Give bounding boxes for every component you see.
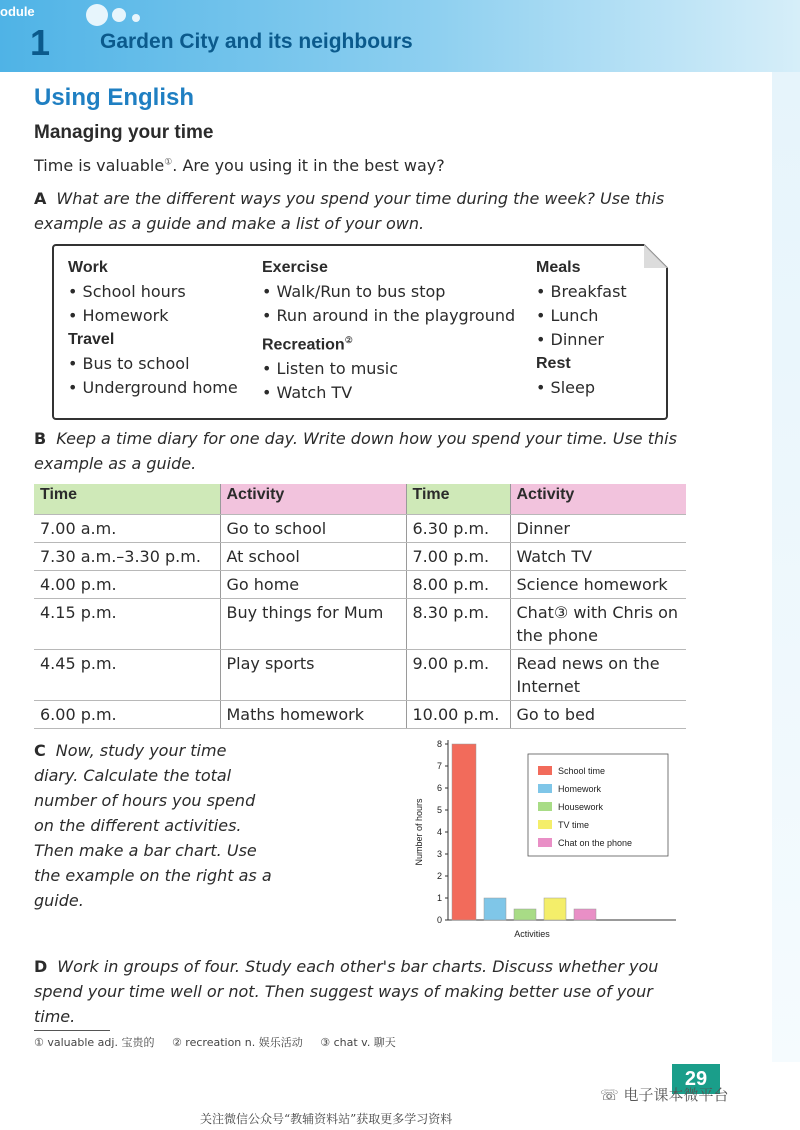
bubble-decoration: [86, 4, 108, 26]
bar-chat-on-the-phone: [574, 909, 596, 920]
table-row: [34, 649, 686, 700]
table-cell: 4.00 p.m.: [34, 570, 220, 598]
list-item: • Bus to school: [68, 352, 238, 376]
unit-title: Garden City and its neighbours: [100, 30, 413, 53]
list-item: • Listen to music: [262, 357, 515, 381]
table-row: [34, 700, 686, 728]
question-label: C: [34, 741, 46, 760]
table-row: [34, 570, 686, 598]
table-cell: 6.00 p.m.: [34, 700, 220, 728]
legend-swatch: [538, 766, 552, 775]
table-cell: Read news on the Internet: [510, 649, 686, 700]
bar-tv-time: [544, 898, 566, 920]
y-tick-label: 5: [436, 805, 442, 815]
category-heading: [262, 328, 515, 357]
intro-text: [34, 156, 445, 175]
question-text: Keep a time diary for one day. Write down how you spend your time. Use this example as a guide.: [34, 429, 677, 473]
table-cell: 6.30 p.m.: [406, 514, 510, 542]
table-cell: 8.00 p.m.: [406, 570, 510, 598]
bar-homework: [484, 898, 506, 920]
list-item: • Watch TV: [262, 381, 515, 405]
column-header: Activity: [510, 484, 686, 514]
legend-label: School time: [558, 766, 606, 776]
example-column-2: [262, 256, 515, 405]
bubble-decoration: [112, 8, 126, 22]
activity-bar-chart: [408, 732, 688, 942]
bar-housework: [514, 909, 536, 920]
bubble-decoration: [132, 14, 140, 22]
category-heading: Exercise: [262, 259, 328, 276]
category-heading: Travel: [68, 331, 115, 348]
table-cell: Chat③ with Chris on the phone: [510, 598, 686, 649]
table-cell: 4.15 p.m.: [34, 598, 220, 649]
time-diary-table: [34, 484, 686, 729]
footnote-divider: [34, 1030, 110, 1031]
question-c: [34, 738, 274, 913]
list-item: • Run around in the playground: [262, 304, 515, 328]
question-text: Work in groups of four. Study each other's bar charts. Discuss whether you spend your time well or not. Then suggest ways of making better use of your time.: [34, 957, 659, 1026]
module-tag: odule: [0, 4, 35, 19]
example-list-box: [52, 244, 668, 420]
bar-school-time: [452, 744, 476, 920]
column-header: Activity: [220, 484, 406, 514]
y-tick-label: 3: [436, 849, 442, 859]
table-cell: 4.45 p.m.: [34, 649, 220, 700]
y-tick-label: 4: [436, 827, 442, 837]
legend-swatch: [538, 802, 552, 811]
y-tick-label: 0: [436, 915, 442, 925]
y-tick-label: 1: [436, 893, 442, 903]
watermark-text: 电子课本微平台: [623, 1086, 729, 1104]
table-cell: Go to bed: [510, 700, 686, 728]
category-heading: Work: [68, 259, 108, 276]
question-label: A: [34, 189, 47, 208]
legend-label: Homework: [558, 784, 602, 794]
legend-swatch: [538, 838, 552, 847]
category-heading-text: Recreation: [262, 336, 345, 354]
footnote-marker: ②: [344, 335, 353, 345]
category-heading: Meals: [536, 259, 581, 276]
table-row: [34, 542, 686, 570]
y-tick-label: 8: [436, 739, 442, 749]
unit-number: 1: [30, 22, 51, 63]
table-cell: Maths homework: [220, 700, 406, 728]
legend-swatch: [538, 784, 552, 793]
footnote: ② recreation n. 娱乐活动: [171, 1036, 303, 1049]
intro-main: Time is valuable: [34, 156, 165, 175]
list-item: • Underground home: [68, 376, 238, 400]
y-tick-label: 6: [436, 783, 442, 793]
y-axis-label: Number of hours: [414, 798, 424, 866]
table-cell: 9.00 p.m.: [406, 649, 510, 700]
list-item: • Dinner: [536, 328, 627, 352]
legend-label: TV time: [558, 820, 590, 830]
category-heading: Rest: [536, 355, 571, 372]
example-column-3: [536, 256, 627, 400]
question-label: B: [34, 429, 47, 448]
table-row: [34, 514, 686, 542]
table-cell: Go to school: [220, 514, 406, 542]
footnote-marker: ①: [164, 157, 173, 168]
table-cell: At school: [220, 542, 406, 570]
question-text: Now, study your time diary. Calculate the total number of hours you spend on the different activities. Then make a bar chart. Use the example on the right as a guide.: [34, 741, 272, 910]
column-header: Time: [34, 484, 220, 514]
table-cell: Science homework: [510, 570, 686, 598]
list-item: • Breakfast: [536, 280, 627, 304]
table-cell: Go home: [220, 570, 406, 598]
intro-after: . Are you using it in the best way?: [172, 156, 445, 175]
table-cell: 7.00 p.m.: [406, 542, 510, 570]
question-label: D: [34, 957, 48, 976]
table-cell: 7.30 a.m.–3.30 p.m.: [34, 542, 220, 570]
legend-label: Chat on the phone: [558, 838, 633, 848]
list-item: • Homework: [68, 304, 238, 328]
footnote: ③ chat v. 聊天: [320, 1036, 396, 1049]
question-d: [34, 954, 694, 1029]
page-number: 29: [672, 1064, 720, 1094]
table-cell: Play sports: [220, 649, 406, 700]
table-header-row: [34, 484, 686, 514]
legend-swatch: [538, 820, 552, 829]
question-b: [34, 426, 694, 476]
table-cell: 8.30 p.m.: [406, 598, 510, 649]
list-item: • Sleep: [536, 376, 627, 400]
legend-label: Housework: [558, 802, 604, 812]
table-row: [34, 598, 686, 649]
watermark: [600, 1084, 729, 1105]
wechat-icon: ☏: [600, 1086, 624, 1104]
section-title: Using English: [34, 84, 195, 111]
list-item: • Lunch: [536, 304, 627, 328]
column-header: Time: [406, 484, 510, 514]
table-cell: Dinner: [510, 514, 686, 542]
list-item: • School hours: [68, 280, 238, 304]
table-cell: 10.00 p.m.: [406, 700, 510, 728]
example-column-1: [68, 256, 238, 400]
question-text: What are the different ways you spend your time during the week? Use this example as a guide and make a list of your own.: [34, 189, 665, 233]
y-tick-label: 7: [436, 761, 442, 771]
question-a: [34, 186, 694, 236]
header-banner: [0, 0, 800, 72]
table-cell: Buy things for Mum: [220, 598, 406, 649]
page-edge-strip: [772, 72, 800, 1062]
table-cell: Watch TV: [510, 542, 686, 570]
page-curl-decoration: [644, 244, 668, 268]
x-axis-label: Activities: [514, 929, 550, 939]
table-cell: 7.00 a.m.: [34, 514, 220, 542]
promo-footer: 关注微信公众号“教辅资料站”获取更多学习资料: [200, 1112, 453, 1126]
list-item: • Walk/Run to bus stop: [262, 280, 515, 304]
footnote: ① valuable adj. 宝贵的: [34, 1036, 155, 1049]
y-tick-label: 2: [436, 871, 442, 881]
footnotes: [34, 1034, 410, 1050]
sub-title: Managing your time: [34, 122, 214, 143]
